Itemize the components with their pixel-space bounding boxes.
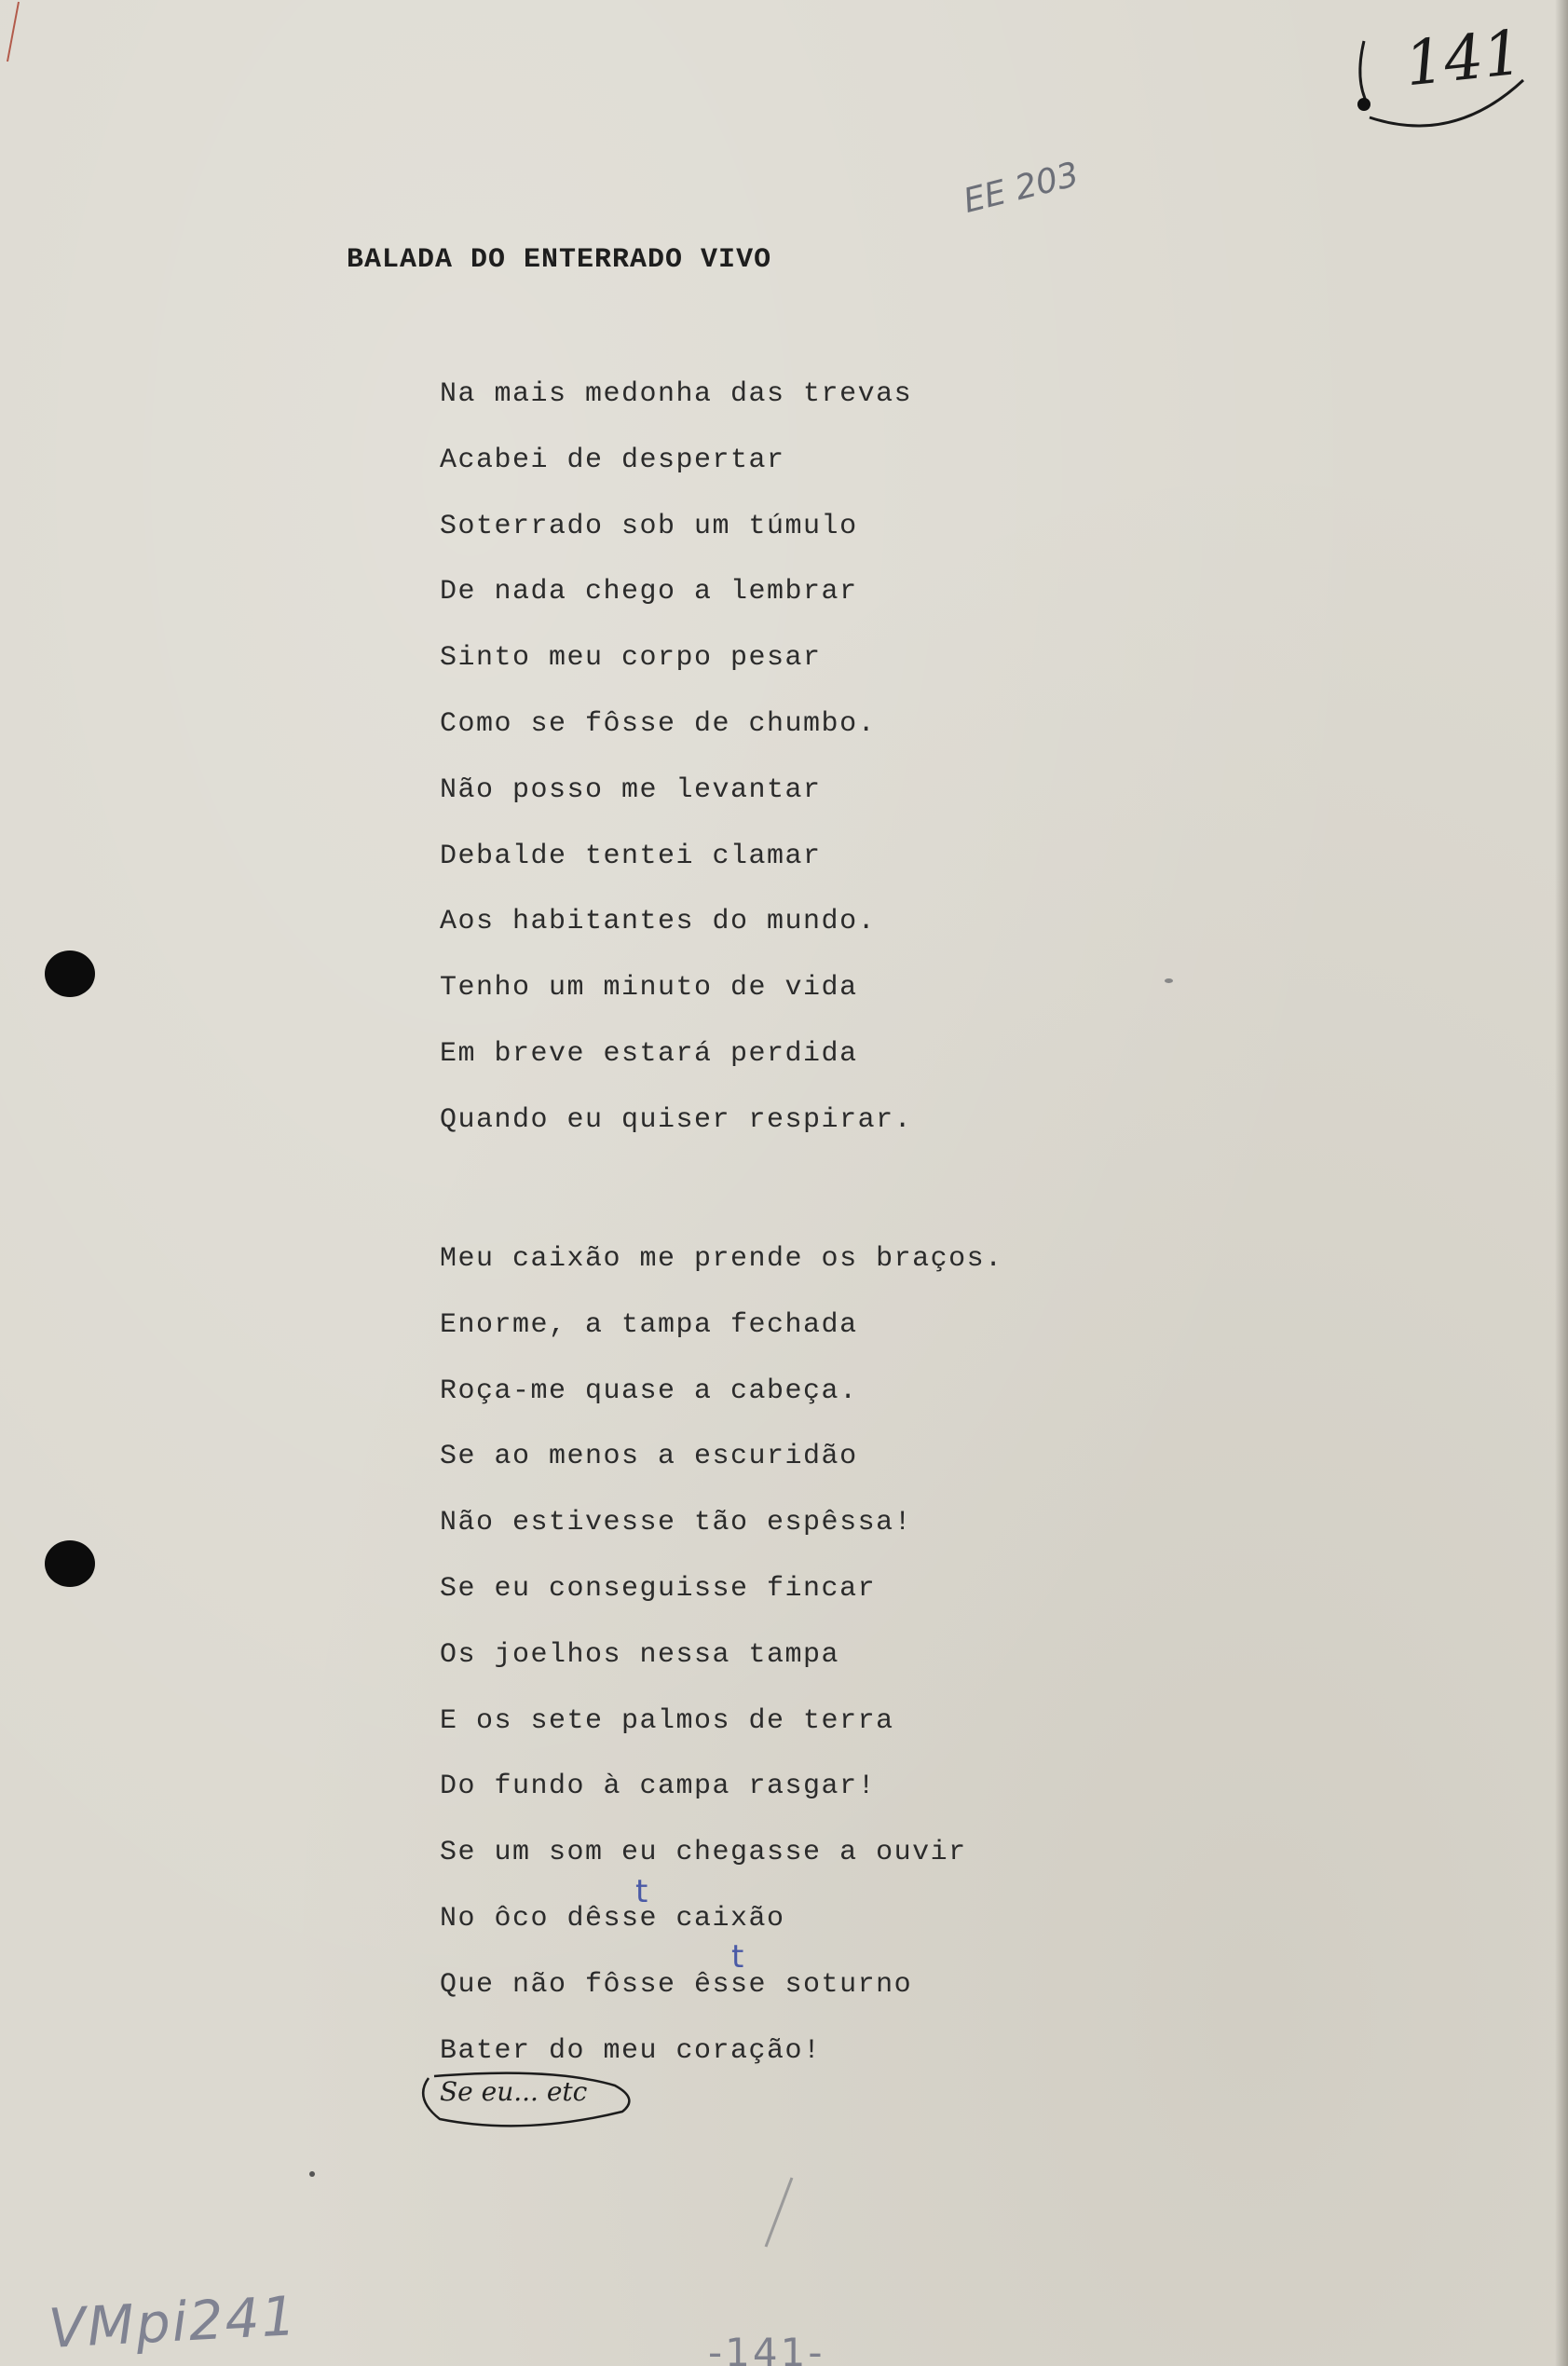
archive-signature: VMpi241 <box>47 2284 299 2360</box>
page-edge-shadow <box>1555 0 1568 2366</box>
verse-line: E os sete palmos de terra <box>440 1704 894 1737</box>
verse-line: Quando eu quiser respirar. <box>440 1103 913 1136</box>
verse-line: Se um som eu chegasse a ouvir <box>440 1837 967 1869</box>
verse-line: Na mais medonha das trevas <box>440 378 913 410</box>
folio-annotation <box>1351 15 1537 136</box>
verse-line: Como se fôsse de chumbo. <box>440 707 877 740</box>
verse-line: Soterrado sob um túmulo <box>440 510 858 542</box>
verse-line: Em breve estará perdida <box>440 1037 858 1070</box>
verse-line: Aos habitantes do mundo. <box>440 906 877 938</box>
verse-line: Se ao menos a escuridão <box>440 1441 858 1473</box>
verse-line: Debalde tentei clamar <box>440 840 822 872</box>
verse-line: Os joelhos nessa tampa <box>440 1638 840 1671</box>
verse-line: No ôco dêsse caixão <box>440 1902 785 1935</box>
poem-title: BALADA DO ENTERRADO VIVO <box>347 244 772 276</box>
verse-line: Se eu conseguisse fincar <box>440 1572 877 1605</box>
verse-line: Não estivesse tão espêssa! <box>440 1507 913 1539</box>
verse-line: Do fundo à campa rasgar! <box>440 1771 877 1803</box>
note-text: Se eu... etc <box>440 2076 588 2107</box>
verse-line: Tenho um minuto de vida <box>440 972 858 1005</box>
verse-line: Acabei de despertar <box>440 444 785 476</box>
page-number-footer: -141- <box>708 2330 825 2366</box>
verse-line: Sinto meu corpo pesar <box>440 642 822 675</box>
ink-correction-mark: t <box>635 1873 648 1910</box>
verse-line: Que não fôsse êsse soturno <box>440 1968 913 2001</box>
verse-line: Não posso me levantar <box>440 773 822 806</box>
circled-handwritten-note <box>412 2071 639 2128</box>
verse-line: Meu caixão me prende os braços. <box>440 1243 1003 1275</box>
stanza-2 <box>440 1238 1003 2095</box>
pencil-stroke-mark <box>760 2176 798 2250</box>
verse-line: Bater do meu coração! <box>440 2034 822 2067</box>
punch-hole <box>45 951 95 997</box>
verse-line: Enorme, a tampa fechada <box>440 1308 858 1341</box>
verse-line: De nada chego a lembrar <box>440 576 858 609</box>
paper-speck <box>1165 978 1173 983</box>
paper-speck <box>309 2171 315 2177</box>
corner-tear-mark <box>2 0 20 65</box>
ink-correction-mark: t <box>731 1938 744 1976</box>
reference-code: EE 203 <box>960 155 1083 221</box>
folio-number: 141 <box>1401 16 1526 101</box>
verse-line: Roça-me quase a cabeça. <box>440 1374 858 1407</box>
punch-hole <box>45 1540 95 1587</box>
stanza-1 <box>440 373 912 1165</box>
